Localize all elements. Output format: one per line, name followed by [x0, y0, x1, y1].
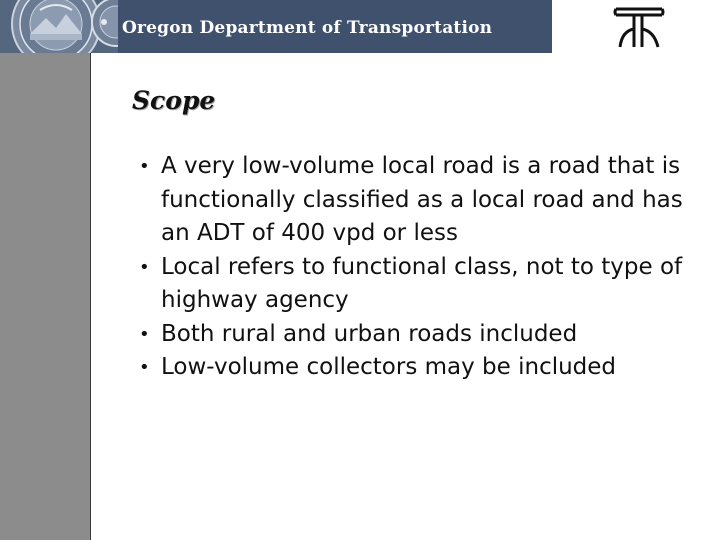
bullet-item	[136, 150, 708, 251]
bullet-dot-icon: •	[139, 156, 150, 177]
odot-logo-icon	[612, 3, 666, 51]
bullet-dot-icon: •	[139, 323, 150, 345]
bullet-text: Local refers to functional class, not to type of highway agency	[161, 253, 683, 313]
bullet-text: Low-volume collectors may be included	[161, 354, 617, 380]
left-sidebar-bar	[0, 0, 91, 540]
bullet-dot-icon: •	[139, 357, 150, 378]
bullet-dot-icon: •	[139, 256, 150, 278]
bullet-list	[136, 150, 708, 385]
agency-title: Oregon Department of Transportation	[122, 18, 493, 38]
bullet-item	[136, 251, 708, 318]
bullet-text: Both rural and urban roads included	[161, 320, 578, 347]
state-seal-icon	[0, 0, 118, 53]
bullet-item	[136, 318, 708, 352]
slide-title: Scope	[132, 86, 216, 115]
bullet-text: A very low-volume local road is a road that is functionally classified as a local road and has an ADT of 400 vpd or less	[161, 153, 683, 246]
bullet-item	[136, 351, 708, 385]
header-band	[0, 0, 552, 53]
